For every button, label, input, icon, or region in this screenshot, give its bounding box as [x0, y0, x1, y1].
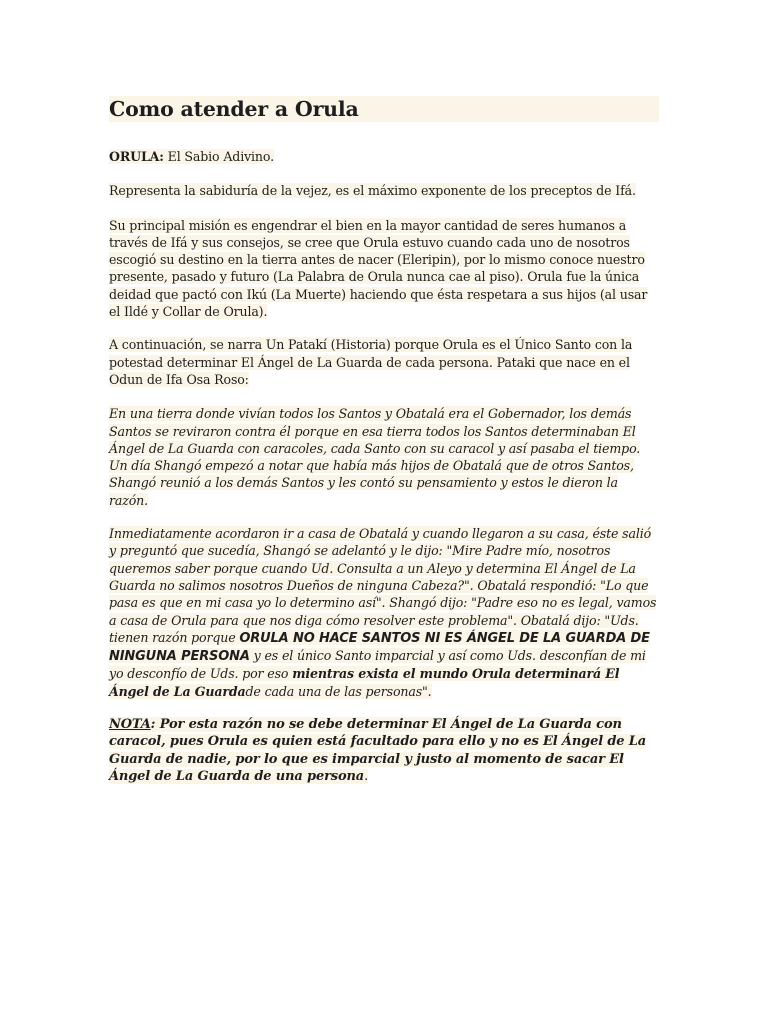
paragraph-continuacion: [109, 336, 659, 388]
inmediatamente-emphasis-upper: ORULA NO HACE SANTOS NI ES ÁNGEL DE LA GUARDA DE NINGUNA PERSONA: [109, 630, 650, 665]
paragraph-pataki-inmediatamente: [109, 525, 659, 700]
nota-label: NOTA: [109, 717, 151, 733]
inmediatamente-text-part1: Inmediatamente acordaron ir a casa de Obatalá y cuando llegaron a su casa, éste salió y preguntó que sucedía, Shangó se adelantó y le dijo: "Mire Padre mío, nosotros queremos saber porque cuando Ud. Consulta a un Aleyo y determina El Ángel de La Guarda no salimos nosotros Dueños de ninguna Cabeza?". Obatalá respondió: "Lo que pasa es que en mi casa yo lo determino así". Shangó dijo: "Padre eso no es legal, vamos a casa de Orula para que nos diga cómo resolver este problema". Obatalá dijo: "Uds. tienen razón porque: [109, 526, 657, 645]
paragraph-represent: [109, 182, 659, 199]
continuacion-text: A continuación, se narra Un Patakí (Historia) porque Orula es el Único Santo con la potestad determinar El Ángel de La Guarda de cada persona. Pataki que nace en el Odun de Ifa Osa Roso:: [109, 337, 633, 387]
paragraph-mision: [109, 217, 659, 321]
paragraph-nota: [109, 716, 659, 785]
nota-text: : Por esta razón no se debe determinar El Ángel de La Guarda con caracol, pues Orula es quien está facultado para ello y no es El Ángel de La Guarda de nadie, por lo que es imparcial y justo al momento de sacar El Ángel de La Guarda de una persona: [109, 717, 647, 784]
orula-label: ORULA:: [109, 149, 164, 164]
mision-text: Su principal misión es engendrar el bien en la mayor cantidad de seres humanos a través de Ifá y sus consejos, se cree que Orula estuvo cuando cada uno de nosotros escogió su destino en la tierra antes de nacer (Eleripin), por lo mismo conoce nuestro presente, pasado y futuro (La Palabra de Orula nunca cae al piso). Orula fue la única deidad que pactó con Ikú (La Muerte) haciendo que ésta respetara a sus hijos (al usar el Ildé y Collar de Orula).: [109, 217, 648, 320]
orula-intro-text: El Sabio Adivino.: [163, 149, 274, 164]
paragraph-orula-intro: [109, 148, 659, 165]
document-page: [109, 96, 659, 785]
nota-end: .: [364, 768, 369, 784]
inmediatamente-text-part2: y es el único Santo imparcial y así como Uds. desconfían de mi yo desconfío de Uds. por eso: [109, 648, 646, 682]
paragraph-pataki-tierra: [109, 405, 659, 509]
page-title: Como atender a Orula: [109, 96, 659, 122]
inmediatamente-text-part3: de cada una de las personas".: [245, 683, 432, 699]
tierra-text: En una tierra donde vivían todos los Santos y Obatalá era el Gobernador, los demás Santos se reviraron contra él porque en esa tierra todos los Santos determinaban El Ángel de La Guarda con caracoles, cada Santo con su caracol y así pasaba el tiempo. Un día Shangó empezó a notar que había más hijos de Obatalá que de otros Santos, Shangó reunió a los demás Santos y les contó su pensamiento y estos le dieron la razón.: [109, 406, 641, 508]
inmediatamente-emphasis-bold: mientras exista el mundo Orula determinará El Ángel de La Guarda: [109, 666, 620, 699]
represent-text: Representa la sabiduría de la vejez, es el máximo exponente de los preceptos de Ifá.: [109, 183, 636, 199]
